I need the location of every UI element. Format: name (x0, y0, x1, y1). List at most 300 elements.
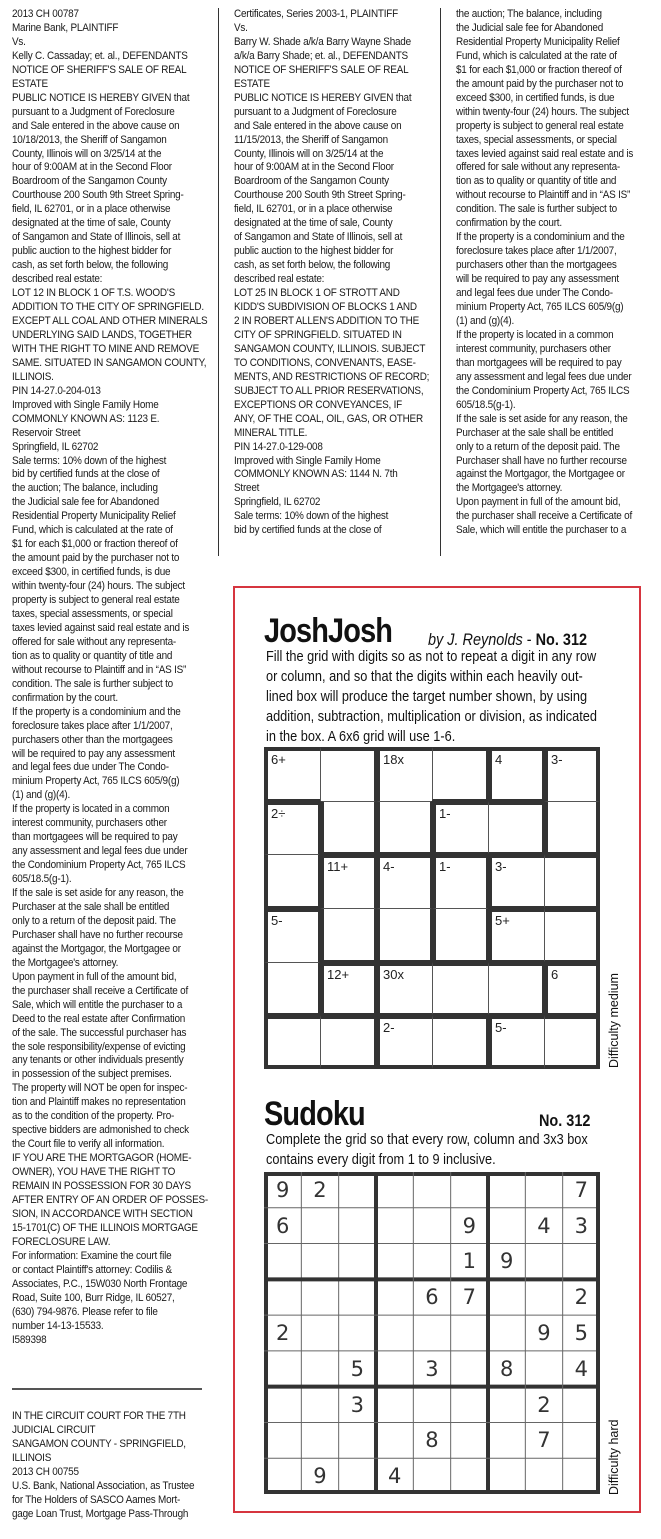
sudoku-cell[interactable]: 3 (574, 1213, 588, 1238)
joshjosh-cell[interactable] (544, 1015, 600, 1069)
notice-line: Sale terms: 10% down of the highest (12, 454, 167, 467)
instruction-line: addition, subtraction, multiplication or division, as indicated (266, 708, 597, 725)
notice-line: Vs. (234, 21, 248, 34)
joshjosh-cell[interactable] (264, 747, 320, 801)
notice-line: U.S. Bank, National Association, as Trustee (12, 1479, 195, 1492)
sudoku-cell[interactable] (525, 1279, 562, 1315)
sudoku-cell[interactable] (301, 1315, 338, 1351)
sudoku-cell[interactable] (339, 1244, 376, 1280)
sudoku-cell[interactable] (563, 1422, 600, 1458)
sudoku-cell[interactable] (339, 1279, 376, 1315)
sudoku-grid (264, 1172, 600, 1494)
notice-line: property is subject to general real estate (456, 119, 624, 132)
notice-line: will be required to pay any assessment (12, 747, 175, 760)
notice-line: LOT 12 IN BLOCK 1 OF T.S. WOOD'S (12, 287, 175, 300)
joshjosh-cell[interactable] (432, 747, 488, 801)
joshjosh-cell[interactable] (376, 801, 432, 855)
notice-line: within twenty-four (24) hours. The subject (456, 105, 629, 118)
notice-line: FORECLOSURE LAW. (12, 1235, 111, 1248)
notice-line: 605/18.5(g-1). (12, 873, 72, 886)
joshjosh-cell[interactable] (376, 962, 432, 1016)
sudoku-cell[interactable] (563, 1244, 600, 1280)
notice-line: tion and Plaintiff makes no representation (12, 1096, 186, 1109)
notice-line: any assessment and legal fees due under (12, 845, 188, 858)
sudoku-cell[interactable] (339, 1422, 376, 1458)
sudoku-cell[interactable] (451, 1422, 488, 1458)
cage-clue: 4 (495, 752, 503, 767)
sudoku-cell[interactable] (301, 1387, 338, 1423)
notice-line: 2013 CH 00787 (12, 8, 79, 20)
joshjosh-cell[interactable] (264, 854, 320, 908)
sudoku-cell[interactable] (488, 1208, 525, 1244)
sudoku-cell[interactable] (301, 1208, 338, 1244)
joshjosh-cell[interactable] (320, 962, 376, 1016)
notice-line: ANY, OF THE COAL, OIL, GAS, OR OTHER (234, 412, 423, 425)
sudoku-cell[interactable] (451, 1351, 488, 1387)
sudoku-cell[interactable] (301, 1422, 338, 1458)
notice-line: the Mortgagee's attorney. (12, 956, 119, 969)
sudoku-cell[interactable] (376, 1172, 413, 1208)
instruction-line: in the box. A 6x6 grid will use 1-6. (266, 728, 456, 745)
sudoku-cell[interactable] (376, 1279, 413, 1315)
joshjosh-cell[interactable] (488, 908, 544, 962)
notice-line: the Court file to verify all information. (12, 1138, 165, 1151)
notice-line: Fund, which is calculated at the rate of (12, 524, 173, 537)
notice-line: designated at the time of sale, County (234, 217, 393, 230)
notice-line: public auction to the highest bidder for (234, 245, 394, 258)
notice-line: taxes levied against said real estate and is (456, 147, 634, 160)
notice-line: ILLINOIS (12, 1451, 52, 1464)
notice-line: REMAIN IN POSSESSION FOR 30 DAYS (12, 1180, 191, 1193)
notice-line: minium Property Act, 765 ILCS 605/9(g) (456, 301, 624, 314)
cage-clue: 18x (383, 752, 404, 767)
notice-line: the Condominium Property Act, 765 ILCS (456, 384, 630, 397)
notice-line: Residential Property Municipality Relief (12, 510, 176, 523)
notice-line: PIN 14-27.0-204-013 (12, 384, 101, 397)
sudoku-cell[interactable] (488, 1279, 525, 1315)
instruction-line: contains every digit from 1 to 9 inclusive. (266, 1151, 496, 1168)
sudoku-cell[interactable]: 6 (275, 1213, 290, 1238)
notice-line: the amount paid by the purchaser not to (456, 77, 624, 90)
sudoku-cell[interactable] (376, 1208, 413, 1244)
sudoku-cell[interactable] (339, 1172, 376, 1208)
sudoku-cell[interactable] (376, 1387, 413, 1423)
joshjosh-difficulty: Difficulty medium (607, 973, 621, 1068)
sudoku-cell[interactable] (488, 1387, 525, 1423)
notice-line: only to a return of the deposit paid. The (12, 914, 176, 927)
sudoku-cell[interactable]: 7 (462, 1285, 476, 1310)
joshjosh-cell[interactable] (488, 962, 544, 1016)
notice-line: PUBLIC NOTICE IS HEREBY GIVEN that (12, 91, 190, 104)
sudoku-number-text: No. 312 (539, 1111, 591, 1130)
sudoku-cell[interactable] (413, 1208, 450, 1244)
sudoku-cell[interactable] (301, 1351, 338, 1387)
sudoku-cell[interactable] (488, 1172, 525, 1208)
sudoku-cell[interactable]: 4 (574, 1356, 588, 1381)
sudoku-cell[interactable]: 9 (462, 1213, 476, 1238)
sudoku-cell[interactable] (488, 1315, 525, 1351)
notice-line: or contact Plaintiff's attorney: Codilis & (12, 1263, 172, 1276)
notice-line: Courthouse 200 South 9th Street Spring- (234, 189, 406, 202)
notice-line: County, Illinois will on 3/25/14 at the (234, 147, 384, 160)
joshjosh-cell[interactable] (432, 1015, 488, 1069)
notice-line: minium Property Act, 765 ILCS 605/9(g) (12, 775, 180, 788)
notice-line: the Judicial sale fee for Abandoned (456, 21, 604, 34)
joshjosh-cell[interactable] (320, 1015, 376, 1069)
cage-clue: 1- (439, 805, 451, 821)
notice-line: Reservoir Street (12, 426, 81, 439)
sudoku-cell[interactable] (413, 1315, 450, 1351)
notice-line: hour of 9:00AM at in the Second Floor (234, 161, 394, 174)
notice-line: purchasers other than the mortgagees (456, 259, 617, 272)
notice-line: foreclosure takes place after 1/1/2007, (456, 245, 617, 258)
notice-line: designated at the time of sale, County (12, 217, 171, 230)
sudoku-cell[interactable] (264, 1279, 301, 1315)
joshjosh-cell[interactable] (376, 747, 432, 801)
notice-line: 15-1701(C) OF THE ILLINOIS MORTGAGE (12, 1221, 198, 1234)
sudoku-cell[interactable]: 2 (537, 1392, 551, 1417)
sudoku-cell[interactable] (339, 1315, 376, 1351)
notice-line: and Sale entered in the above cause on (12, 119, 180, 132)
sudoku-cell[interactable] (413, 1458, 450, 1494)
section-divider (12, 1388, 202, 1390)
notice-line: ADDITION TO THE CITY OF SPRINGFIELD. (12, 301, 204, 314)
sudoku-cell[interactable] (339, 1458, 376, 1494)
notice-line: described real estate: (234, 273, 325, 286)
notice-line: Sale, which will entitle the purchaser to a (456, 524, 627, 537)
sudoku-cell[interactable]: 1 (462, 1249, 476, 1274)
notice-line: for The Holders of SASCO Aames Mort- (12, 1493, 181, 1506)
legal-notice-column-1-continued (12, 1410, 194, 1522)
notice-line: If the property is a condominium and the (456, 231, 625, 244)
notice-line: Associates, P.C., 15W030 North Frontage (12, 1277, 188, 1290)
notice-line: and legal fees due under The Condo- (456, 287, 613, 300)
notice-line: and Sale entered in the above cause on (234, 119, 402, 132)
notice-line: Sale, which will entitle the purchaser to a (12, 998, 183, 1011)
sudoku-instructions (266, 1130, 588, 1170)
notice-line: The property will NOT be open for inspec- (12, 1082, 188, 1095)
notice-line: COMMONLY KNOWN AS: 1144 N. 7th (234, 468, 398, 481)
notice-line: offered for sale without any representa- (456, 161, 620, 174)
joshjosh-cell[interactable] (432, 908, 488, 962)
notice-line: against the Mortgagor, the Mortgagee or (12, 942, 181, 955)
notice-line: Purchaser shall have no further recourse (12, 928, 183, 941)
notice-line: against the Mortgagor, the Mortgagee or (456, 468, 625, 481)
joshjosh-grid (264, 747, 600, 1069)
joshjosh-cell[interactable] (432, 854, 488, 908)
notice-line: NOTICE OF SHERIFF'S SALE OF REAL (234, 63, 409, 76)
instruction-line: Complete the grid so that every row, column and 3x3 box (266, 1131, 588, 1148)
notice-line: If the property is located in a common (456, 328, 614, 341)
sudoku-cell[interactable]: 4 (537, 1213, 551, 1238)
notice-line: WITH THE RIGHT TO MINE AND REMOVE (12, 342, 199, 355)
notice-line: $1 for each $1,000 or fraction thereof of (12, 538, 178, 551)
notice-line: Sale terms: 10% down of the highest (234, 510, 389, 523)
notice-line: condition. The sale is further subject to (456, 203, 617, 216)
notice-line: of Sangamon and State of Illinois, sell at (12, 231, 181, 244)
cage-clue: 3- (551, 752, 563, 767)
notice-line: of Sangamon and State of Illinois, sell at (234, 231, 403, 244)
sudoku-cell[interactable]: 9 (499, 1249, 514, 1274)
sudoku-cell[interactable]: 4 (387, 1464, 402, 1489)
notice-line: Improved with Single Family Home (234, 454, 381, 467)
column-rule (440, 8, 441, 556)
notice-line: (630) 794-9876. Please refer to file (12, 1305, 158, 1318)
joshjosh-cell[interactable] (376, 908, 432, 962)
notice-line: tion as to quality or quantity of title and (456, 175, 617, 188)
notice-line: Upon payment in full of the amount bid, (12, 970, 177, 983)
notice-line: gage Loan Trust, Mortgage Pass-Through (12, 1507, 189, 1520)
notice-line: SUBJECT TO ALL PRIOR RESERVATIONS, (234, 384, 424, 397)
sudoku-cell[interactable]: 8 (425, 1428, 439, 1453)
sudoku-cell[interactable] (376, 1422, 413, 1458)
sudoku-cell[interactable] (264, 1351, 301, 1387)
joshjosh-cell[interactable] (544, 962, 600, 1016)
notice-line: MINERAL TITLE. (234, 426, 308, 439)
sudoku-cell[interactable] (525, 1351, 562, 1387)
joshjosh-cell[interactable] (544, 747, 600, 801)
notice-line: condition. The sale is further subject to (12, 677, 173, 690)
sudoku-cell[interactable]: 9 (313, 1464, 327, 1489)
joshjosh-cell[interactable] (488, 747, 544, 801)
notice-line: Improved with Single Family Home (12, 398, 159, 411)
sudoku-cell[interactable]: 2 (313, 1177, 327, 1202)
notice-line: than mortgagees will be required to pay (456, 356, 622, 369)
notice-line: Courthouse 200 South 9th Street Spring- (12, 189, 184, 202)
notice-line: bid by certified funds at the close of (234, 524, 382, 537)
notice-line: ESTATE (12, 77, 48, 90)
notice-line: SION, IN ACCORDANCE WITH SECTION (12, 1207, 193, 1220)
notice-line: the Condominium Property Act, 765 ILCS (12, 859, 186, 872)
sudoku-cell[interactable] (525, 1458, 562, 1494)
joshjosh-cell[interactable] (432, 801, 488, 855)
notice-line: and legal fees due under The Condo- (12, 761, 169, 774)
notice-line: the auction; The balance, including (12, 482, 158, 495)
sudoku-cell[interactable] (525, 1244, 562, 1280)
sudoku-cell[interactable]: 7 (537, 1428, 551, 1453)
notice-line: of the sale. The successful purchaser has (12, 1026, 187, 1039)
sudoku-cell[interactable]: 9 (275, 1177, 290, 1202)
cage-clue: 1- (439, 859, 451, 875)
notice-line: If the property is located in a common (12, 803, 170, 816)
notice-line: NOTICE OF SHERIFF'S SALE OF REAL (12, 63, 187, 76)
notice-line: Purchaser shall have no further recourse (456, 454, 627, 467)
notice-line: cash, as set forth below, the following (234, 259, 391, 272)
notice-line: EXCEPT ALL COAL AND OTHER MINERALS (12, 314, 208, 327)
sudoku-number (539, 1111, 590, 1131)
notice-line: IN THE CIRCUIT COURT FOR THE 7TH (12, 1410, 186, 1422)
sudoku-cell[interactable] (451, 1387, 488, 1423)
sudoku-cell[interactable] (525, 1172, 562, 1208)
notice-line: interest community, purchasers other (12, 817, 167, 830)
joshjosh-cell[interactable] (432, 962, 488, 1016)
notice-line: 11/15/2013, the Sheriff of Sangamon (234, 133, 388, 146)
notice-line: (1) and (g)(4). (12, 789, 71, 802)
notice-line: any assessment and legal fees due under (456, 370, 632, 383)
notice-line: SANGAMON COUNTY, ILLINOIS. SUBJECT (234, 342, 426, 355)
notice-line: field, IL 62701, or in a place otherwise (234, 203, 393, 216)
notice-line: the Judicial sale fee for Abandoned (12, 496, 160, 509)
joshjosh-cell[interactable] (320, 854, 376, 908)
notice-line: exceed $300, in certified funds, is due (456, 91, 615, 104)
notice-line: taxes, special assessments, or special (456, 133, 617, 146)
notice-line: Purchaser at the sale shall be entitled (456, 426, 614, 439)
sudoku-cell[interactable]: 3 (425, 1356, 439, 1381)
cage-clue: 2÷ (271, 805, 286, 821)
notice-line: taxes levied against said real estate and is (12, 621, 190, 634)
sudoku-cell[interactable]: 7 (574, 1177, 588, 1202)
cage-clue: 3- (495, 859, 507, 875)
sudoku-cell[interactable]: 2 (574, 1285, 588, 1310)
byline-separator: - (522, 630, 536, 649)
notice-line: SANGAMON COUNTY - SPRINGFIELD, (12, 1437, 186, 1450)
joshjosh-cell[interactable] (544, 908, 600, 962)
joshjosh-cell[interactable] (264, 1015, 320, 1069)
notice-line: will be required to pay any assessment (456, 273, 619, 286)
sudoku-cell[interactable] (488, 1458, 525, 1494)
sudoku-cell[interactable]: 8 (499, 1356, 514, 1381)
sudoku-cell[interactable] (264, 1244, 301, 1280)
sudoku-cell[interactable] (376, 1244, 413, 1280)
notice-line: as to the condition of the property. Pro- (12, 1110, 175, 1123)
notice-line: 10/18/2013, the Sheriff of Sangamon (12, 133, 167, 146)
sudoku-title: Sudoku (264, 1095, 365, 1133)
notice-line: For information: Examine the court file (12, 1249, 172, 1262)
notice-line: SAME. SITUATED IN SANGAMON COUNTY, (12, 356, 207, 369)
sudoku-cell[interactable]: 2 (275, 1320, 290, 1345)
sudoku-cell[interactable] (301, 1244, 338, 1280)
notice-line: pursuant to a Judgment of Foreclosure (234, 105, 397, 118)
notice-line: the sole responsibility/expense of evicting (12, 1040, 186, 1053)
joshjosh-cell[interactable] (488, 1015, 544, 1069)
notice-line: the purchaser shall receive a Certificate of (456, 510, 632, 523)
notice-line: number 14-13-15533. (12, 1319, 104, 1332)
joshjosh-cell[interactable] (544, 854, 600, 908)
column-rule (218, 8, 219, 556)
sudoku-cell[interactable] (563, 1387, 600, 1423)
notice-line: Boardroom of the Sangamon County (234, 175, 389, 188)
notice-line: Kelly C. Cassaday; et. al., DEFENDANTS (12, 49, 188, 62)
notice-line: County, Illinois will on 3/25/14 at the (12, 147, 162, 160)
notice-line: purchasers other than the mortgagees (12, 733, 173, 746)
cage-clue: 6 (551, 966, 559, 982)
sudoku-cell[interactable] (563, 1458, 600, 1494)
notice-line: UNDERLYING SAID LANDS, TOGETHER (12, 328, 192, 341)
notice-line: Road, Suite 100, Burr Ridge, IL 60527, (12, 1291, 175, 1304)
notice-line: Fund, which is calculated at the rate of (456, 49, 617, 62)
notice-line: the auction; The balance, including (456, 8, 602, 20)
notice-line: Marine Bank, PLAINTIFF (12, 21, 119, 34)
instruction-line: or column, and so that the digits within each heavily out- (266, 668, 583, 685)
sudoku-cell[interactable]: 6 (425, 1285, 439, 1310)
sudoku-cell[interactable] (339, 1208, 376, 1244)
notice-line: exceed $300, in certified funds, is due (12, 566, 171, 579)
legal-notice-column-3 (456, 8, 633, 538)
notice-line: MENTS, AND RESTRICTIONS OF RECORD; (234, 370, 430, 383)
sudoku-cell[interactable]: 3 (350, 1392, 364, 1417)
notice-line: any tenants or other individuals presently (12, 1054, 184, 1067)
notice-line: AFTER ENTRY OF AN ORDER OF POSSES- (12, 1194, 208, 1207)
notice-line: tion as to quality or quantity of title and (12, 649, 173, 662)
legal-notice-column-1 (12, 8, 208, 1348)
joshjosh-cell[interactable] (264, 908, 320, 962)
sudoku-cell[interactable] (451, 1315, 488, 1351)
joshjosh-author: by J. Reynolds (428, 630, 523, 649)
sudoku-cell[interactable] (264, 1458, 301, 1494)
joshjosh-cell[interactable] (376, 1015, 432, 1069)
sudoku-cell[interactable] (451, 1172, 488, 1208)
sudoku-cell[interactable] (301, 1279, 338, 1315)
notice-line: JUDICIAL CIRCUIT (12, 1423, 96, 1436)
cage-clue: 5- (271, 913, 283, 928)
notice-line: 2 IN ROBERT ALLEN'S ADDITION TO THE (234, 314, 419, 327)
joshjosh-cell[interactable] (488, 854, 544, 908)
notice-line: hour of 9:00AM at in the Second Floor (12, 161, 172, 174)
sudoku-cell[interactable] (376, 1315, 413, 1351)
notice-line: Boardroom of the Sangamon County (12, 175, 167, 188)
cage-clue: 4- (383, 859, 395, 875)
notice-line: within twenty-four (24) hours. The subject (12, 580, 185, 593)
notice-line: Springfield, IL 62702 (234, 496, 321, 509)
joshjosh-cell[interactable] (264, 801, 320, 855)
sudoku-cell[interactable] (264, 1422, 301, 1458)
joshjosh-cell[interactable] (264, 962, 320, 1016)
sudoku-cell[interactable] (451, 1458, 488, 1494)
cage-clue: 5+ (495, 913, 510, 928)
notice-line: Upon payment in full of the amount bid, (456, 496, 621, 509)
sudoku-cell[interactable]: 9 (537, 1320, 551, 1345)
notice-line: 605/18.5(g-1). (456, 398, 516, 411)
cage-clue: 2- (383, 1020, 395, 1036)
joshjosh-cell[interactable] (376, 854, 432, 908)
notice-line: IF YOU ARE THE MORTGAGOR (HOME- (12, 1152, 192, 1165)
notice-line: without recourse to Plaintiff and in “AS IS” (456, 189, 631, 202)
sudoku-cell[interactable] (488, 1422, 525, 1458)
sudoku-cell[interactable] (413, 1244, 450, 1280)
notice-line: KIDD'S SUBDIVISION OF BLOCKS 1 AND (234, 301, 417, 314)
joshjosh-cell[interactable] (488, 801, 544, 855)
sudoku-cell[interactable]: 5 (574, 1320, 588, 1345)
notice-line: confirmation by the court. (12, 691, 118, 704)
notice-line: CITY OF SPRINGFIELD. SITUATED IN (234, 328, 402, 341)
sudoku-cell[interactable] (376, 1351, 413, 1387)
cage-clue: 11+ (327, 859, 349, 875)
sudoku-cell[interactable] (264, 1387, 301, 1423)
cage-clue: 12+ (327, 966, 350, 982)
joshjosh-cell[interactable] (320, 908, 376, 962)
sudoku-cell[interactable] (413, 1387, 450, 1423)
sudoku-cell[interactable] (413, 1172, 450, 1208)
joshjosh-cell[interactable] (544, 801, 600, 855)
cage-clue: 5- (495, 1020, 507, 1036)
sudoku-cell[interactable]: 5 (350, 1356, 364, 1381)
notice-line: COMMONLY KNOWN AS: 1123 E. (12, 412, 160, 425)
notice-line: ESTATE (234, 77, 270, 90)
instruction-line: Fill the grid with digits so as not to repeat a digit in any row (266, 648, 597, 665)
notice-line: $1 for each $1,000 or fraction thereof of (456, 63, 622, 76)
cage-clue: 30x (383, 966, 404, 982)
sudoku-difficulty: Difficulty hard (607, 1419, 621, 1495)
joshjosh-cell[interactable] (320, 801, 376, 855)
notice-line: interest community, purchasers other (456, 342, 611, 355)
notice-line: If the sale is set aside for any reason, the (456, 412, 628, 425)
notice-line: described real estate: (12, 273, 103, 286)
notice-line: Street (234, 482, 260, 495)
notice-line: cash, as set forth below, the following (12, 259, 169, 272)
joshjosh-cell[interactable] (320, 747, 376, 801)
notice-line: Barry W. Shade a/k/a Barry Wayne Shade (234, 35, 411, 48)
notice-line: taxes, special assessments, or special (12, 607, 173, 620)
